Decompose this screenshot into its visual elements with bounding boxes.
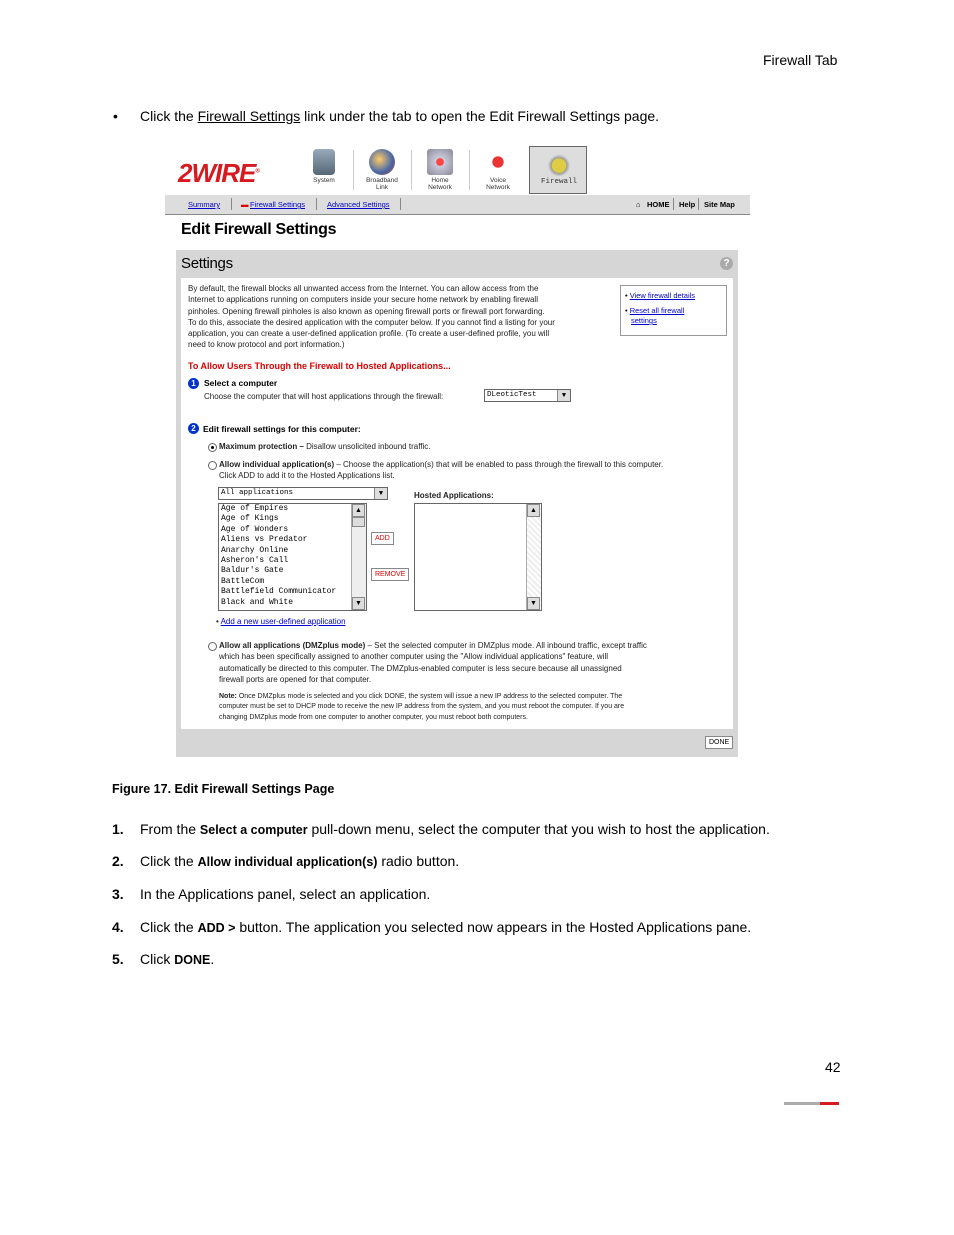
choose-computer-text: Choose the computer that will host applications through the firewall: — [204, 392, 444, 401]
tab-broadband-link[interactable]: Broadband Link — [354, 146, 410, 194]
side-links-box: • View firewall details • Reset all firewall settings — [620, 285, 727, 336]
globe-icon — [369, 149, 395, 175]
applications-scrollbar[interactable] — [351, 504, 366, 610]
chevron-down-icon: ▼ — [374, 488, 387, 499]
individual-apps-radio[interactable] — [208, 461, 217, 470]
tab-voice-network[interactable]: Voice Network — [470, 146, 526, 194]
phone-icon — [485, 149, 511, 175]
brand-logo: 2WIRE® — [178, 158, 259, 188]
network-icon — [427, 149, 453, 175]
step-1-label: Select a computer — [204, 378, 278, 388]
home-icon: ⌂ — [636, 200, 641, 209]
home-link[interactable]: HOME — [647, 200, 670, 209]
max-protection-radio[interactable] — [208, 443, 217, 452]
step-2-icon: 2 — [188, 423, 199, 434]
list-item[interactable]: Aliens vs Predator — [221, 535, 308, 545]
bullet-mark: • — [113, 108, 118, 124]
hosted-apps-label: Hosted Applications: — [414, 491, 494, 500]
footer-bar-red — [820, 1102, 839, 1105]
chevron-down-icon: ▼ — [557, 390, 570, 401]
current-marker: ▬ — [241, 200, 249, 209]
help-icon[interactable]: ? — [720, 257, 733, 270]
page-number: 42 — [825, 1059, 841, 1075]
add-button[interactable]: ADD — [371, 532, 394, 545]
done-button[interactable]: DONE — [705, 736, 733, 749]
computer-select[interactable]: DLeoticTest ▼ — [484, 389, 571, 402]
add-user-app-link-row: • Add a new user-defined application — [216, 617, 346, 626]
footer-bar-gray — [784, 1102, 820, 1105]
step-2-label: Edit firewall settings for this computer: — [203, 424, 361, 434]
dmz-note: Note: Once DMZplus mode is selected and you click DONE, the system will issue a new IP address to the selected computer. The computer must be set to DHCP mode to receive the new IP address from the system, and you must reboot the computer. If you are changing DMZplus mode from one computer to another computer, you must reboot both computers. — [219, 693, 625, 721]
hosted-scrollbar[interactable] — [526, 504, 541, 610]
site-map-link[interactable]: Site Map — [704, 200, 735, 209]
remove-button[interactable]: REMOVE — [371, 568, 409, 581]
intro-paragraph: By default, the firewall blocks all unwanted access from the Internet. You can allow access from the Internet to applications running on computers inside your secure home network by enabling firewall pinholes. Opening firewall pinholes is also known as opening firewall ports or firewall port forwarding. To do this, associate the desired application with the computer below. If you cannot find a listing for your application, you can create a user-defined application profile. (To create a user-defined profile, you will need to know protocol and port information.) — [188, 284, 555, 350]
panel-title: Settings — [181, 255, 233, 272]
list-item[interactable]: Age of Empires — [221, 504, 289, 513]
page-title: Edit Firewall Settings — [181, 221, 337, 238]
subnav-advanced-settings[interactable]: Advanced Settings — [327, 200, 390, 209]
list-item[interactable]: Age of Kings — [221, 514, 279, 524]
system-icon — [313, 149, 335, 175]
firewall-settings-link[interactable]: Firewall Settings — [197, 108, 301, 124]
view-firewall-details-link[interactable]: View firewall details — [629, 291, 696, 300]
individual-apps-label: Allow individual application(s) – Choose the application(s) that will be enabled to pass through the firewall to this computer. Click ADD to add it to the Hosted Applications list. — [219, 460, 664, 481]
list-item[interactable]: BattleCom — [221, 576, 265, 586]
sub-navigation — [165, 195, 750, 215]
scroll-thumb[interactable] — [352, 517, 365, 527]
scroll-up-icon[interactable]: ▲ — [527, 504, 540, 517]
hosted-apps-list[interactable] — [414, 503, 542, 611]
list-item[interactable]: Baldur's Gate — [221, 566, 284, 576]
step-1-icon: 1 — [188, 378, 199, 389]
intro-text: Click the Firewall Settings link under the tab to open the Edit Firewall Settings page. — [140, 108, 660, 124]
dmz-label: Allow all applications (DMZplus mode) – Set the selected computer in DMZplus mode. All inbound traffic, except traffic which has been specifically assigned to another computer using the "Allow individual applications" feature, will automatically be directed to this computer. The DMZplus-enabled computer is less secure because all unassigned firewall ports are opened for that computer. — [219, 641, 647, 684]
max-protection-label: Maximum protection – Disallow unsolicited inbound traffic. — [219, 442, 431, 451]
tab-home-network[interactable]: Home Network — [412, 146, 468, 194]
list-item[interactable]: Anarchy Online — [221, 545, 289, 555]
subnav-summary[interactable]: Summary — [188, 200, 221, 209]
list-item[interactable]: Age of Wonders — [221, 524, 289, 534]
scroll-up-icon[interactable]: ▲ — [352, 504, 365, 517]
scroll-down-icon[interactable]: ▼ — [527, 597, 540, 610]
subnav-firewall-settings[interactable]: Firewall Settings — [250, 200, 306, 209]
allow-heading: To Allow Users Through the Firewall to Hosted Applications... — [188, 361, 451, 371]
list-item[interactable]: Black and White — [221, 597, 294, 607]
add-user-app-link[interactable]: Add a new user-defined application — [220, 617, 346, 626]
main-tabs — [294, 146, 588, 194]
tab-firewall[interactable]: Firewall — [529, 146, 587, 194]
reset-firewall-link[interactable]: Reset all firewall — [629, 305, 685, 315]
tab-system[interactable]: System — [296, 146, 352, 194]
category-select[interactable]: All applications ▼ — [218, 487, 388, 500]
scroll-down-icon[interactable]: ▼ — [352, 597, 365, 610]
figure-caption: Figure 17. Edit Firewall Settings Page — [112, 782, 335, 796]
list-item[interactable]: Asheron's Call — [221, 556, 289, 566]
intro-bullet — [113, 108, 813, 126]
section-header: Firewall Tab — [763, 52, 838, 68]
dmz-radio[interactable] — [208, 642, 217, 651]
lock-icon — [546, 150, 572, 176]
applications-list[interactable] — [218, 503, 367, 611]
list-item[interactable]: Battlefield Communicator — [221, 587, 337, 597]
help-link[interactable]: Help — [679, 200, 696, 209]
